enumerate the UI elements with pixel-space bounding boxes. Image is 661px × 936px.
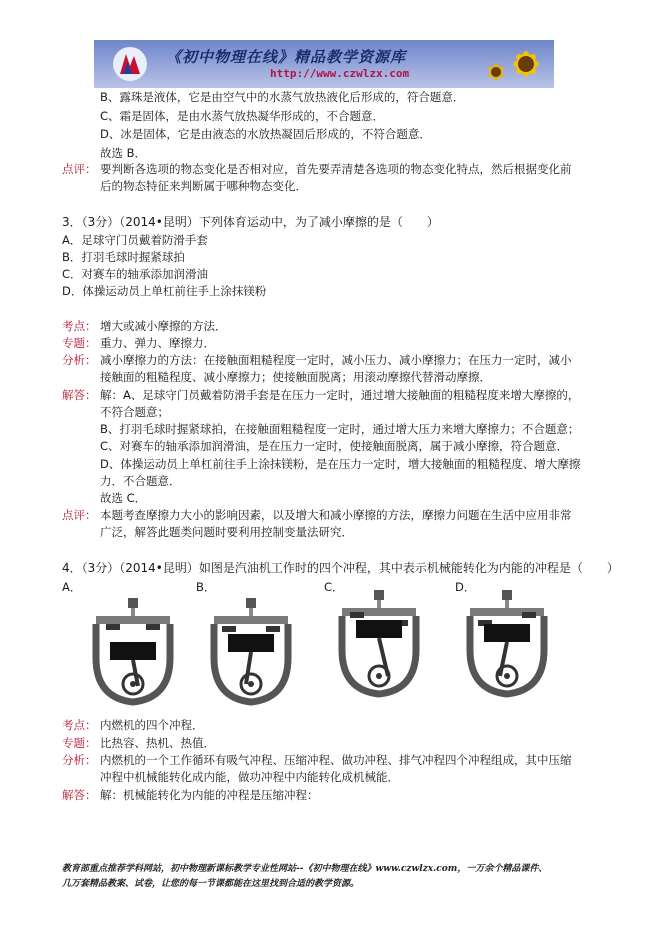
q4-fenxi-label: 分析： [62,753,97,767]
q3-zhuanti: 重力、弹力、摩擦力． [100,336,215,350]
q3-jieda-label: 解答： [62,388,97,402]
q3-option-d: D．体操运动员上单杠前往手上涂抹镁粉 [62,284,267,298]
q4-fenxi-line-1: 内燃机的一个工作循环有吸气冲程、压缩冲程、做功冲程、排气冲程四个冲程组成，其中压缩 [100,753,572,767]
q4-option-c-label: C． [324,580,344,594]
q4-zhuanti-label: 专题： [62,736,97,750]
q3-jieda-line-5: D、体操运动员上单杠前往手上涂抹镁粉，是在压力一定时，增大接触面的粗糙程度、增大摩擦 [100,457,581,471]
prev-option-d: D、冰是固体，它是由液态的水放热凝固后形成的，不符合题意． [100,127,431,141]
banner-title: 《初中物理在线》精品教学资源库 [166,48,407,66]
site-logo-icon [112,46,148,82]
q4-option-b-label: B． [196,580,216,594]
q3-zhuanti-label: 专题： [62,336,97,350]
prev-comment-line-2: 后的物态特征来判断属于哪种物态变化． [100,179,307,193]
engine-b-diagram [206,598,296,706]
q3-jieda-line-2: 不符合题意； [100,405,169,419]
q3-option-a: A．足球守门员戴着防滑手套 [62,233,208,247]
prev-comment-label: 点评： [62,162,97,176]
q3-dianping-label: 点评： [62,508,97,522]
q3-kaodian-label: 考点： [62,319,97,333]
q3-fenxi-line-2: 接触面的粗糙程度、减小摩擦力；使接触面脱离；用滚动摩擦代替滑动摩擦． [100,370,491,384]
footer-line-2: 几万套精品教案、试卷，让您的每一节课都能在这里找到合适的教学资源。 [62,879,360,889]
q4-zhuanti: 比热容、热机、热值． [100,736,215,750]
prev-option-b: B、露珠是液体，它是由空气中的水蒸气放热液化后形成的，符合题意． [100,90,465,104]
q3-dianping-line-1: 本题考查摩擦力大小的影响因素，以及增大和减小摩擦的方法，摩擦力问题在生活中应用非常 [100,508,572,522]
q3-fenxi-label: 分析： [62,353,97,367]
q4-jieda-label: 解答： [62,788,97,802]
q3-option-c: C．对赛车的轴承添加润滑油 [62,267,209,281]
prev-option-c: C、霜是固体，是由水蒸气放热凝华形成的，不合题意． [100,109,385,123]
engine-d-diagram [462,590,552,698]
q3-jieda-line-4: C、对赛车的轴承添加润滑油，是在压力一定时，使接触面脱离，属于减小摩擦，符合题意． [100,439,569,453]
q3-dianping-line-2: 广泛，解答此题类问题时要利用控制变量法研究． [100,525,353,539]
q4-kaodian: 内燃机的四个冲程． [100,718,204,732]
q4-jieda-line-1: 解：机械能转化为内能的冲程是压缩冲程： [100,788,319,802]
q3-option-b: B．打羽毛球时握紧球拍 [62,250,185,264]
header-banner [94,40,554,88]
page-footer [62,862,602,892]
prev-answer: 故选 B． [100,146,147,160]
q4-kaodian-label: 考点： [62,718,97,732]
q3-stem: 3．（3分）（2014•昆明）下列体育运动中，为了减小摩擦的是（ ） [62,215,439,229]
footer-line-1: 教育部重点推荐学科网站，初中物理新课标教学专业性网站--《初中物理在线》www.czwlzx.com，一万余个精品课件、 [62,864,548,874]
q4-stem: 4．（3分）（2014•昆明）如图是汽油机工作时的四个冲程，其中表示机械能转化为内能的冲程是（ ） [62,561,619,575]
banner-url[interactable]: http://www.czwlzx.com [270,67,410,80]
engine-c-diagram [334,590,424,698]
prev-comment-line-1: 要判断各选项的物态变化是否相对应，首先要弄清楚各选项的物态变化特点，然后根据变化前 [100,162,572,176]
q3-kaodian: 增大或减小摩擦的方法． [100,319,227,333]
q3-fenxi-line-1: 减小摩擦力的方法：在接触面粗糙程度一定时，减小压力、减小摩擦力；在压力一定时，减小 [100,353,572,367]
q3-jieda-line-6: 力．不合题意． [100,474,181,488]
q3-jieda-line-3: B、打羽毛球时握紧球拍，在接触面粗糙程度一定时，通过增大压力来增大摩擦力；不合题意； [100,422,580,436]
engine-a-diagram [88,598,178,706]
q4-option-a-label: A． [62,580,82,594]
q3-answer: 故选 C． [100,491,147,505]
sunflower-icon [478,42,548,88]
q4-fenxi-line-2: 冲程中机械能转化成内能，做功冲程中内能转化成机械能． [100,770,399,784]
q3-jieda-line-1: 解：A、足球守门员戴着防滑手套是在压力一定时，通过增大接触面的粗糙程度来增大摩擦的， [100,388,580,402]
q4-option-d-label: D． [455,580,476,594]
